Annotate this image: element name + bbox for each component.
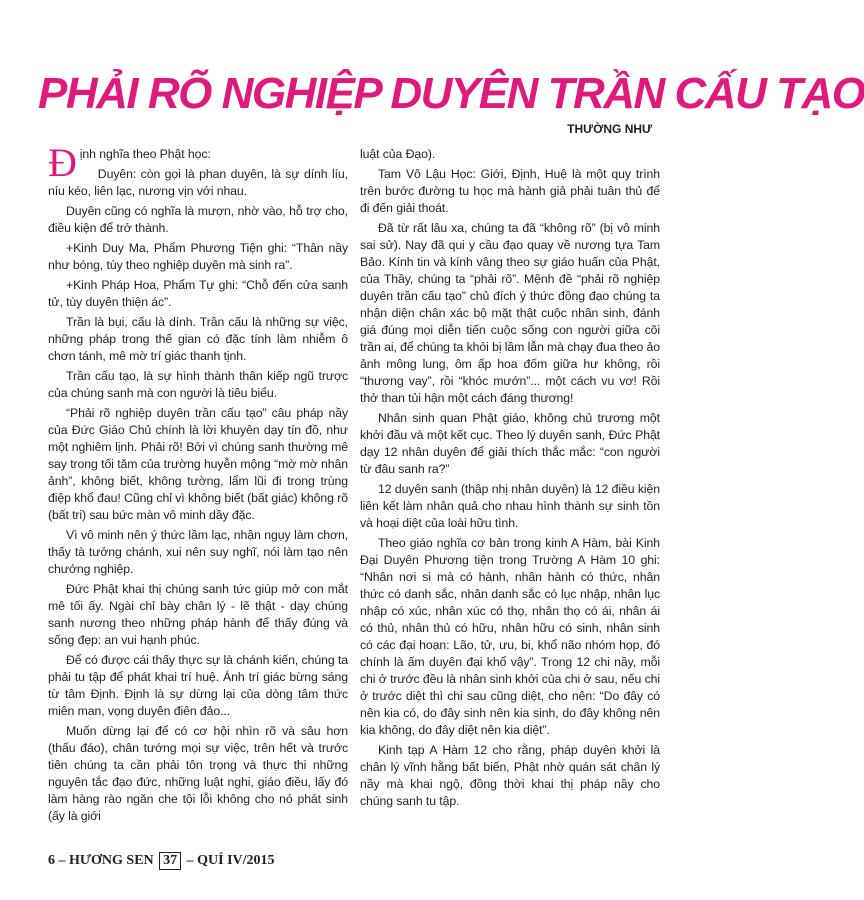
paragraph: Đức Phật khai thị chúng sanh tức giúp mở con mắt mê tối ấy. Ngài chỉ bày chân lý - lẽ thật - dạy chúng sanh nương theo những pháp hành để thấy đúng và sống đẹp: an vui hạnh phúc.: [48, 582, 348, 647]
page-footer: [48, 852, 275, 870]
paragraph: Theo giáo nghĩa cơ bản trong kinh A Hàm, bài Kinh Đại Duyên Phương tiện trong Trường A Hàm 10 ghi: “Nhân nơi si mà có hành, nhân hành có thức, nhân thức có danh sắc, nhân danh sắc có lục nhập, nhân lục nhập có xúc, nhân xúc có thọ, nhân thọ có ái, nhân ái có thủ, nhân thủ có hữu, nhân hữu có sinh, nhân sinh có các đại hoạn: Lão, tử, ưu, bi, khổ não nhóm họp, đó chính là ấm duyên đại khổ vậy”. Trong 12 chi nầy, mỗi chi ở trước đều là nhân sinh khởi của chi ở sau, nếu chi ở trước diệt thì chi sau cũng diệt, cho nên: “Do đây có nên kia có, do đây sinh nên kia sinh, do đây không nên kia không, do đây diệt nên kia diệt”.: [360, 536, 660, 737]
page-number: 6: [48, 853, 55, 868]
intro-text: ịnh nghĩa theo Phật học:: [79, 147, 211, 161]
issue-period: – QUÍ IV/2015: [186, 853, 275, 868]
author-name: THƯỜNG NHƯ: [567, 122, 652, 136]
magazine-name: HƯƠNG SEN: [69, 853, 154, 868]
paragraph: “Phải rõ nghiệp duyên trần cấu tạo” câu pháp nầy của Đức Giáo Chủ chính là lời khuyên dạy tín đồ, như một nghiêm lịnh. Phải rõ! Bởi vì chúng sanh thường mê say trong tối tăm của trường huyễn mộng “mờ mờ nhân ảnh”, không biết, không tường, lẩm lũi đi trong trùng điệp khổ đau! Cũng chỉ vì không biết (bất giác) không rõ (bất tri) sau bức màn vô minh dầy đặc.: [48, 406, 348, 522]
paragraph: Để có được cái thấy thực sự là chánh kiến, chúng ta phải tu tập để phát khai trí huệ. Ánh trí giác bừng sáng từ tâm Định. Định là sự dừng lại của dòng tâm thức miên man, vọng duyên điên đảo...: [48, 653, 348, 718]
paragraph: Trần là bụi, cấu là dính. Trần cấu là những sự việc, những pháp trong thế gian có đặc tính làm nhiễm ô chơn tánh, mê mờ trí giác thanh tịnh.: [48, 315, 348, 363]
article-title: PHẢI RÕ NGHIỆP DUYÊN TRẦN CẤU TẠO: [38, 69, 864, 118]
paragraph: luật của Đạo).: [360, 147, 436, 161]
paragraph: Nhân sinh quan Phật giáo, không chủ trương một khởi đầu và một kết cục. Theo lý duyên sanh, Đức Phật dạy 12 nhân duyên để giải thích thắc mắc: “con người từ đâu sanh ra?”: [360, 411, 660, 476]
issue-number: 37: [159, 852, 181, 870]
left-column: [48, 140, 348, 828]
paragraph: Đã từ rất lâu xa, chúng ta đã “không rõ” (bị vô minh sai sử). Nay đã qui y cầu đạo quay về nương tựa Tam Bảo. Kính tin và kính vâng theo sự giáo huấn của Phật, của Thầy, chúng ta “phải rõ”. Mệnh đề “phải rõ nghiệp duyên trần cấu tạo” chủ đích ý thức đồng đạo chúng ta nhận diện chân xác bộ mặt thật cuộc nhân sinh, đánh giá đúng mọi diễn tiến cuộc sống con người giữa cõi trần ai, để chúng ta khỏi bị lầm lẫn mà chạy đua theo ảo ảnh mông lung, ôm ấp hoa đốm giữa hư không, rồi “thương vay”, rồi “khóc mướn”... một cách vu vơ! Rồi thở than tủi hận một cách đáng thương!: [360, 221, 660, 405]
paragraph: +Kinh Duy Ma, Phẩm Phương Tiện ghi: “Thân nầy như bóng, tùy theo nghiệp duyên mà sinh ra”.: [48, 241, 348, 272]
drop-cap: Đ: [48, 140, 77, 185]
paragraph: Tam Vô Lậu Học: Giới, Định, Huệ là một quy trình trên bước đường tu học mà hành giả phải tuân thủ để đi đến giải thoát.: [360, 167, 660, 215]
paragraph: +Kinh Pháp Hoa, Phẩm Tự ghi: “Chỗ đến cửa sanh tử, tùy duyên thiện ác”.: [48, 278, 348, 309]
paragraph: Kinh tạp A Hàm 12 cho rằng, pháp duyên khởi là chân lý vĩnh hằng bất biến, Phật nhờ quán sát chân lý nầy mà khai ngộ, đồng thời khai thị pháp nầy cho chúng sanh tu tập.: [360, 743, 660, 808]
paragraph: Vì vô minh nên ý thức lầm lạc, nhận ngụy làm chơn, thấy tà tưởng chánh, xui nên suy nghĩ, nói làm tạo nên chướng nghiệp.: [48, 528, 348, 576]
paragraph: Trần cấu tạo, là sự hình thành thân kiếp ngũ trược của chúng sanh mà con người là tiêu biểu.: [48, 369, 348, 400]
paragraph: Duyên: còn gọi là phan duyên, là sự dính líu, níu kéo, liên lạc, nương vịn với nhau.: [48, 167, 348, 198]
paragraph: Duyên cũng có nghĩa là mượn, nhờ vào, hỗ trợ cho, điều kiện để trở thành.: [48, 204, 348, 235]
paragraph: Muốn dừng lại để có cơ hội nhìn rõ và sâu hơn (thấu đáo), chân tướng mọi sự việc, trên hết và trước tiên chúng ta cần phải tôn trọng và thực thi những nguyên tắc đạo đức, những luật nghi, giáo điều, lấy đó làm hàng rào ngăn che tội lỗi không cho nó phát sinh (ấy là giới: [48, 724, 348, 823]
paragraph: 12 duyên sanh (thập nhị nhân duyên) là 12 điều kiện liên kết làm nhân quả cho nhau hình thành sự sinh tồn và hoại diệt của loài hữu tình.: [360, 482, 660, 530]
right-column: [360, 146, 660, 813]
footer-dash: –: [58, 853, 66, 868]
